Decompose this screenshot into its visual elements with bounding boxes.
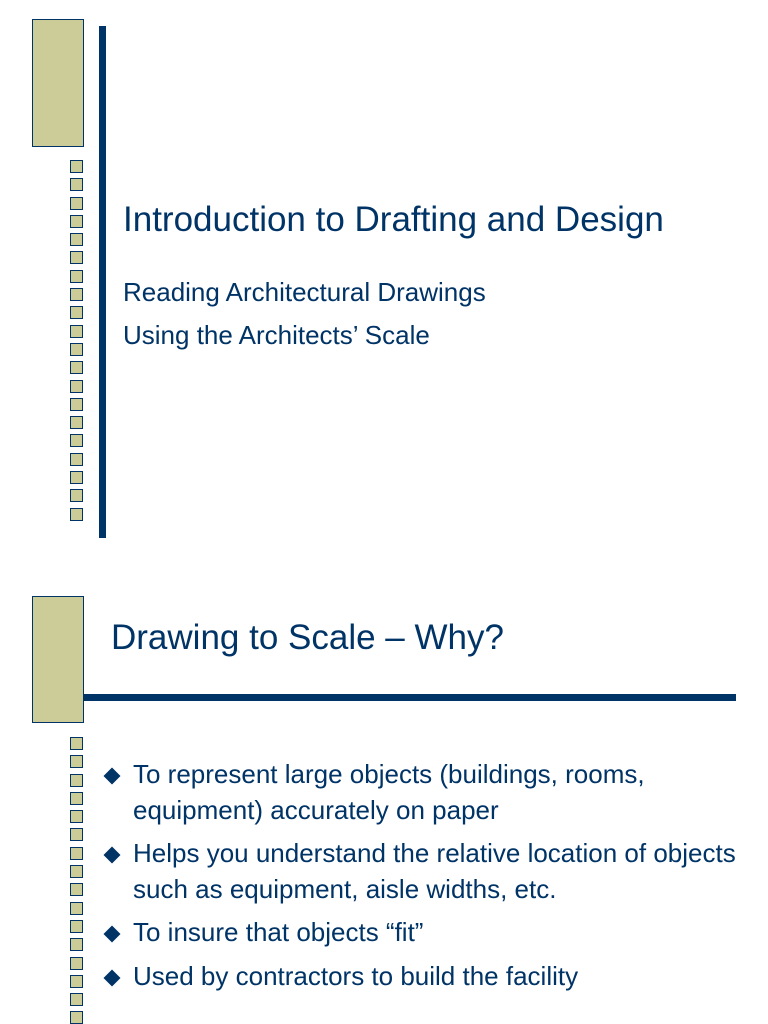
decorative-square-column (70, 160, 83, 521)
diamond-bullet-icon (104, 847, 121, 864)
decorative-olive-block (32, 596, 84, 723)
bullet-text: Helps you understand the relative location of objects such as equipment, aisle widths, etc. (133, 838, 736, 904)
decorative-vertical-bar (99, 26, 106, 538)
slide-title: Introduction to Drafting and Design (123, 200, 664, 239)
list-item (103, 757, 743, 828)
bullet-text: Used by contractors to build the facility (133, 960, 579, 991)
list-item (103, 836, 743, 907)
bullet-text: To insure that objects “fit” (133, 917, 424, 947)
subtitle-line-1: Reading Architectural Drawings (123, 277, 486, 307)
list-item (103, 915, 743, 951)
bullet-list (103, 757, 743, 1002)
diamond-bullet-icon (104, 768, 121, 785)
slide-title: Drawing to Scale – Why? (111, 618, 504, 657)
decorative-square-column (70, 737, 83, 1024)
content-slide (0, 560, 768, 1024)
subtitle-line-2: Using the Architects’ Scale (123, 320, 430, 350)
diamond-bullet-icon (104, 969, 121, 986)
list-item (103, 959, 743, 995)
diamond-bullet-icon (104, 926, 121, 943)
bullet-text: To represent large objects (buildings, rooms, equipment) accurately on paper (133, 759, 645, 825)
decorative-olive-block (32, 19, 84, 147)
title-underline-bar (84, 694, 736, 701)
